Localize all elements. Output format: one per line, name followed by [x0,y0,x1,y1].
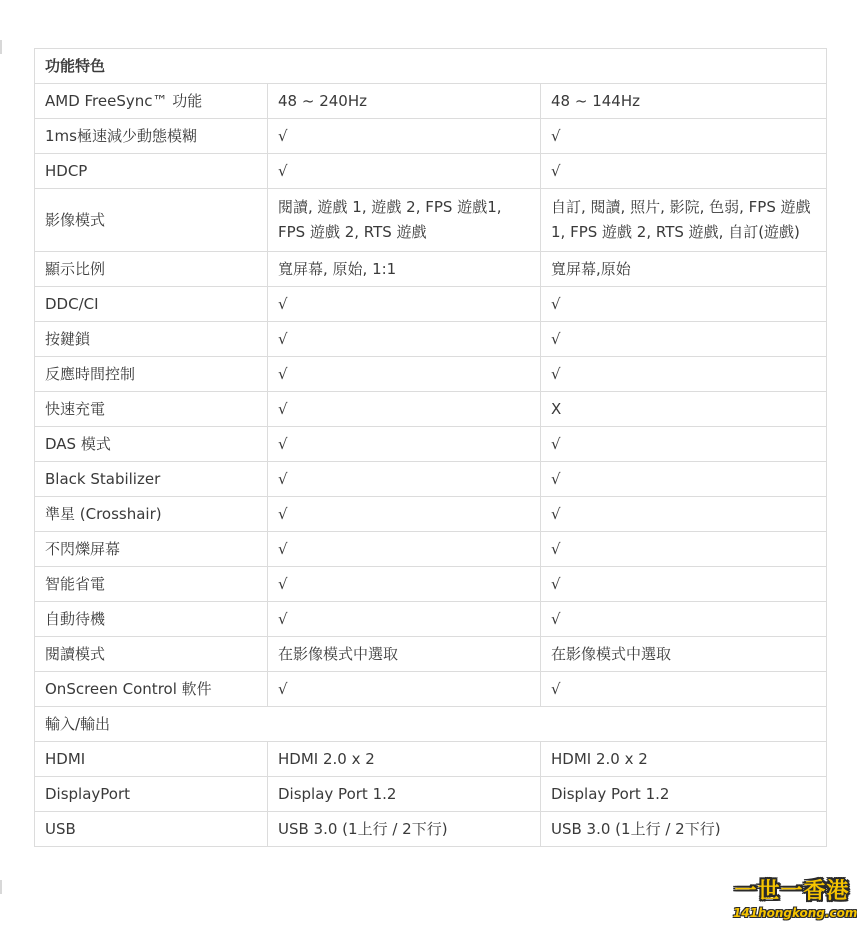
cell-model-2: X [541,392,827,427]
row-label: DAS 模式 [35,427,268,462]
cell-model-2: √ [541,567,827,602]
row-label: 自動待機 [35,602,268,637]
section-title: 功能特色 [35,49,827,84]
cell-model-2: √ [541,357,827,392]
row-label: Black Stabilizer [35,462,268,497]
row-label: 按鍵鎖 [35,322,268,357]
cell-model-2: √ [541,322,827,357]
cell-model-1: USB 3.0 (1上行 / 2下行) [268,812,541,847]
cell-model-1: √ [268,357,541,392]
cell-model-2: √ [541,497,827,532]
table-row [35,357,827,392]
cell-model-2: √ [541,287,827,322]
row-label: HDMI [35,742,268,777]
table-row [35,322,827,357]
table-row [35,287,827,322]
table-row [35,497,827,532]
cell-model-2: 寬屏幕,原始 [541,252,827,287]
cell-model-1: 閱讀, 遊戲 1, 遊戲 2, FPS 遊戲1, FPS 遊戲 2, RTS 遊戲 [268,189,541,252]
cell-model-1: √ [268,567,541,602]
row-label: 閱讀模式 [35,637,268,672]
cell-model-2: 自訂, 閱讀, 照片, 影院, 色弱, FPS 遊戲1, FPS 遊戲 2, RTS 遊戲, 自訂(遊戲) [541,189,827,252]
cell-model-2: √ [541,602,827,637]
table-row [35,602,827,637]
table-row [35,672,827,707]
row-label: DDC/CI [35,287,268,322]
cell-model-1: √ [268,497,541,532]
cell-model-1: √ [268,322,541,357]
table-row [35,427,827,462]
cell-model-2: USB 3.0 (1上行 / 2下行) [541,812,827,847]
table-row [35,84,827,119]
table-row [35,392,827,427]
cell-model-2: 48 ~ 144Hz [541,84,827,119]
table-row [35,119,827,154]
cell-model-1: √ [268,287,541,322]
cell-model-2: √ [541,119,827,154]
cell-model-2: √ [541,532,827,567]
row-label: 智能省電 [35,567,268,602]
table-row [35,742,827,777]
row-label: 影像模式 [35,189,268,252]
left-edge-mark [0,40,2,54]
cell-model-2: √ [541,672,827,707]
row-label: 不閃爍屏幕 [35,532,268,567]
table-row [35,252,827,287]
row-label: 顯示比例 [35,252,268,287]
cell-model-1: HDMI 2.0 x 2 [268,742,541,777]
row-label: 準星 (Crosshair) [35,497,268,532]
table-row [35,812,827,847]
watermark-url: 141hongkong.com [733,906,857,920]
table-row [35,567,827,602]
cell-model-2: Display Port 1.2 [541,777,827,812]
watermark-title: 一世一香港 [734,879,850,904]
table-row [35,462,827,497]
row-label: OnScreen Control 軟件 [35,672,268,707]
cell-model-1: √ [268,154,541,189]
table-row [35,637,827,672]
row-label: HDCP [35,154,268,189]
cell-model-1: √ [268,427,541,462]
table-row [35,532,827,567]
row-label: DisplayPort [35,777,268,812]
cell-model-2: 在影像模式中選取 [541,637,827,672]
table-row [35,154,827,189]
cell-model-1: 寬屏幕, 原始, 1:1 [268,252,541,287]
cell-model-2: √ [541,427,827,462]
row-label: AMD FreeSync™ 功能 [35,84,268,119]
cell-model-2: HDMI 2.0 x 2 [541,742,827,777]
row-label: 1ms極速減少動態模糊 [35,119,268,154]
section-header-io [35,707,827,742]
row-label: 快速充電 [35,392,268,427]
spec-table [34,48,827,847]
cell-model-1: 在影像模式中選取 [268,637,541,672]
table-row [35,777,827,812]
section-title: 輸入/輸出 [35,707,827,742]
left-edge-mark [0,880,2,894]
site-watermark-logo [733,879,857,923]
section-header-features [35,49,827,84]
cell-model-1: √ [268,602,541,637]
cell-model-2: √ [541,462,827,497]
cell-model-1: √ [268,119,541,154]
row-label: 反應時間控制 [35,357,268,392]
cell-model-1: √ [268,532,541,567]
cell-model-1: Display Port 1.2 [268,777,541,812]
cell-model-1: √ [268,392,541,427]
cell-model-1: √ [268,462,541,497]
cell-model-1: 48 ~ 240Hz [268,84,541,119]
row-label: USB [35,812,268,847]
cell-model-1: √ [268,672,541,707]
cell-model-2: √ [541,154,827,189]
table-row [35,189,827,252]
